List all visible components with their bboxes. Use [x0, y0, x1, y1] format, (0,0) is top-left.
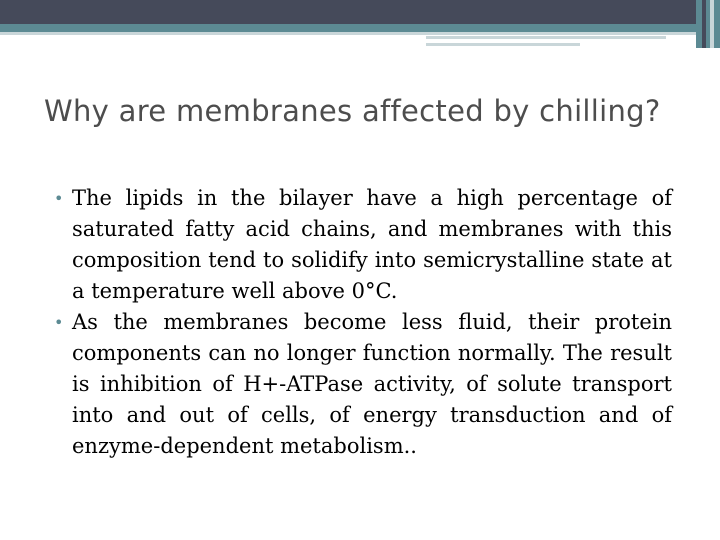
bullet-icon: •	[54, 189, 64, 208]
header-accent-line	[426, 36, 666, 39]
corner-block	[696, 0, 720, 48]
header-band-teal	[0, 24, 696, 32]
bullet-item	[52, 183, 672, 307]
corner-stripe-dark	[702, 0, 706, 48]
header-band-dark	[0, 0, 696, 24]
bullet-list	[52, 183, 672, 462]
corner-stripe-light	[710, 0, 714, 48]
header-accent-line-short	[426, 43, 580, 46]
bullet-text: The lipids in the bilayer have a high percentage of saturated fatty acid chains, and membranes with this composition tend to solidify into semicrystalline state at a temperature well above 0°C.	[72, 186, 672, 303]
bullet-item	[52, 307, 672, 462]
header-band-light	[0, 32, 696, 35]
bullet-icon: •	[54, 313, 64, 332]
bullet-text: As the membranes become less fluid, their protein components can no longer function normally. The result is inhibition of H+-ATPase activity, of solute transport into and out of cells, of energy transduction and of enzyme-dependent metabolism..	[72, 310, 672, 458]
slide-title: Why are membranes affected by chilling?	[44, 94, 661, 128]
